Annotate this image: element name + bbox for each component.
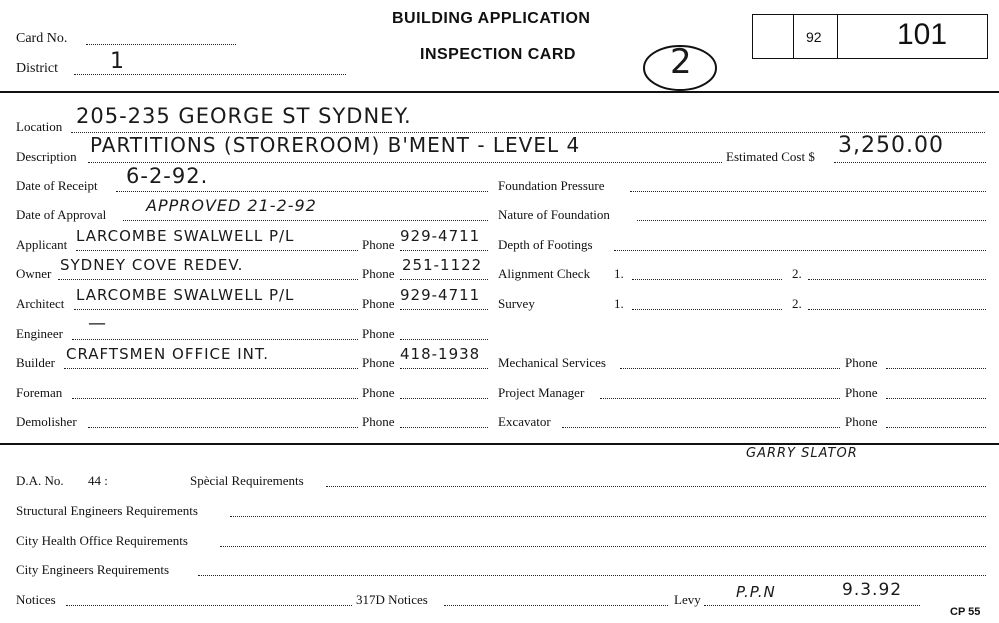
applicant-phone: 929-4711: [400, 227, 481, 245]
signature-name: GARRY SLATOR: [746, 446, 858, 461]
alignment-item2-line[interactable]: [808, 279, 986, 280]
excavator-phone-label: Phone: [845, 414, 878, 429]
survey-item2-line[interactable]: [808, 309, 986, 310]
architect-value: LARCOMBE SWALWELL P/L: [76, 286, 295, 304]
special-requirements-label: Spècial Requirements: [190, 473, 304, 488]
survey-label: Survey: [498, 296, 535, 311]
mechanical-phone-label: Phone: [845, 355, 878, 370]
survey-item2-label: 2.: [792, 296, 802, 311]
builder-line[interactable]: [64, 368, 358, 369]
foreman-phone-label: Phone: [362, 385, 395, 400]
project-manager-line[interactable]: [600, 398, 840, 399]
engineer-line[interactable]: [72, 339, 358, 340]
levy-line[interactable]: [704, 605, 920, 606]
structural-requirements-label: Structural Engineers Requirements: [16, 503, 198, 518]
form-code: CP 55: [950, 606, 981, 618]
special-requirements-line[interactable]: [326, 486, 986, 487]
location-label: Location: [16, 119, 63, 134]
project-manager-phone-label: Phone: [845, 385, 878, 400]
date-approval-line[interactable]: [123, 220, 488, 221]
description-line[interactable]: [88, 162, 722, 163]
foundation-pressure-label: Foundation Pressure: [498, 178, 605, 193]
header-divider: [0, 91, 999, 93]
date-receipt-value: 6-2-92.: [126, 164, 209, 188]
owner-line[interactable]: [58, 279, 358, 280]
builder-phone-label: Phone: [362, 355, 395, 370]
date-approval-label: Date of Approval: [16, 207, 107, 222]
card-number-box: [752, 14, 988, 59]
health-requirements-line[interactable]: [220, 546, 986, 547]
location-value: 205-235 GEORGE ST SYDNEY.: [76, 104, 412, 128]
depth-footings-line[interactable]: [614, 250, 986, 251]
alignment-item2-label: 2.: [792, 266, 802, 281]
engineer-value: —: [88, 313, 107, 334]
demolisher-label: Demolisher: [16, 414, 77, 429]
description-value: PARTITIONS (STOREROOM) B'MENT - LEVEL 4: [90, 133, 581, 157]
applicant-line[interactable]: [76, 250, 358, 251]
builder-label: Builder: [16, 355, 55, 370]
district-label: District: [16, 61, 58, 76]
owner-phone-line[interactable]: [400, 279, 488, 280]
city-engineers-requirements-line[interactable]: [198, 575, 986, 576]
nature-foundation-line[interactable]: [637, 220, 986, 221]
depth-footings-label: Depth of Footings: [498, 237, 593, 252]
applicant-label: Applicant: [16, 237, 68, 252]
excavator-phone-line[interactable]: [886, 427, 986, 428]
alignment-item1-label: 1.: [614, 266, 624, 281]
estimated-cost-label: Estimated Cost $: [726, 149, 815, 164]
notices-317d-line[interactable]: [444, 605, 668, 606]
description-label: Description: [16, 149, 77, 164]
demolisher-phone-label: Phone: [362, 414, 395, 429]
excavator-label: Excavator: [498, 414, 551, 429]
date-receipt-label: Date of Receipt: [16, 178, 98, 193]
card-no-label: Card No.: [16, 31, 68, 46]
applicant-phone-line[interactable]: [400, 250, 488, 251]
demolisher-line[interactable]: [88, 427, 358, 428]
form-title-line2: INSPECTION CARD: [420, 46, 576, 63]
mechanical-phone-line[interactable]: [886, 368, 986, 369]
nature-foundation-label: Nature of Foundation: [498, 207, 610, 222]
city-engineers-requirements-label: City Engineers Requirements: [16, 562, 170, 577]
applicant-value: LARCOMBE SWALWELL P/L: [76, 227, 295, 245]
foreman-label: Foreman: [16, 385, 63, 400]
estimated-cost-line[interactable]: [834, 162, 986, 163]
architect-phone-label: Phone: [362, 296, 395, 311]
mechanical-services-line[interactable]: [620, 368, 840, 369]
mechanical-services-label: Mechanical Services: [498, 355, 606, 370]
owner-phone: 251-1122: [402, 256, 483, 274]
foreman-phone-line[interactable]: [400, 398, 488, 399]
levy-value: P.P.N: [736, 583, 776, 601]
architect-line[interactable]: [74, 309, 358, 310]
survey-item1-line[interactable]: [632, 309, 782, 310]
date-receipt-line[interactable]: [116, 191, 488, 192]
foreman-line[interactable]: [72, 398, 358, 399]
da-no-label: D.A. No.: [16, 473, 64, 488]
applicant-phone-label: Phone: [362, 237, 395, 252]
engineer-phone-line[interactable]: [400, 339, 488, 340]
project-manager-label: Project Manager: [498, 385, 585, 400]
levy-date: 9.3.92: [842, 580, 903, 600]
architect-label: Architect: [16, 296, 65, 311]
health-requirements-label: City Health Office Requirements: [16, 533, 188, 548]
circled-mark-text: 2: [670, 42, 693, 82]
alignment-item1-line[interactable]: [632, 279, 782, 280]
builder-phone: 418-1938: [400, 345, 481, 363]
date-approval-value: APPROVED 21-2-92: [146, 196, 317, 215]
excavator-line[interactable]: [562, 427, 840, 428]
survey-item1-label: 1.: [614, 296, 624, 311]
architect-phone: 929-4711: [400, 286, 481, 304]
engineer-label: Engineer: [16, 326, 63, 341]
notices-317d-label: 317D Notices: [356, 592, 428, 607]
district-line[interactable]: [74, 74, 346, 75]
demolisher-phone-line[interactable]: [400, 427, 488, 428]
engineer-phone-label: Phone: [362, 326, 395, 341]
builder-phone-line[interactable]: [400, 368, 488, 369]
da-no-value: 44 :: [88, 473, 108, 488]
builder-value: CRAFTSMEN OFFICE INT.: [66, 345, 270, 363]
owner-label: Owner: [16, 266, 52, 281]
foundation-pressure-line[interactable]: [630, 191, 986, 192]
district-value: 1: [110, 49, 125, 74]
form-title-line1: BUILDING APPLICATION: [392, 10, 591, 27]
notices-label: Notices: [16, 592, 56, 607]
structural-requirements-line[interactable]: [230, 516, 986, 517]
notices-line[interactable]: [66, 605, 352, 606]
architect-phone-line[interactable]: [400, 309, 488, 310]
owner-phone-label: Phone: [362, 266, 395, 281]
levy-label: Levy: [674, 592, 701, 607]
estimated-cost-value: 3,250.00: [838, 133, 944, 158]
card-number: 101: [897, 18, 948, 51]
project-manager-phone-line[interactable]: [886, 398, 986, 399]
card-no-line[interactable]: [86, 44, 236, 45]
card-number-prefix: 92: [806, 29, 822, 45]
alignment-check-label: Alignment Check: [498, 266, 591, 281]
owner-value: SYDNEY COVE REDEV.: [60, 256, 244, 274]
